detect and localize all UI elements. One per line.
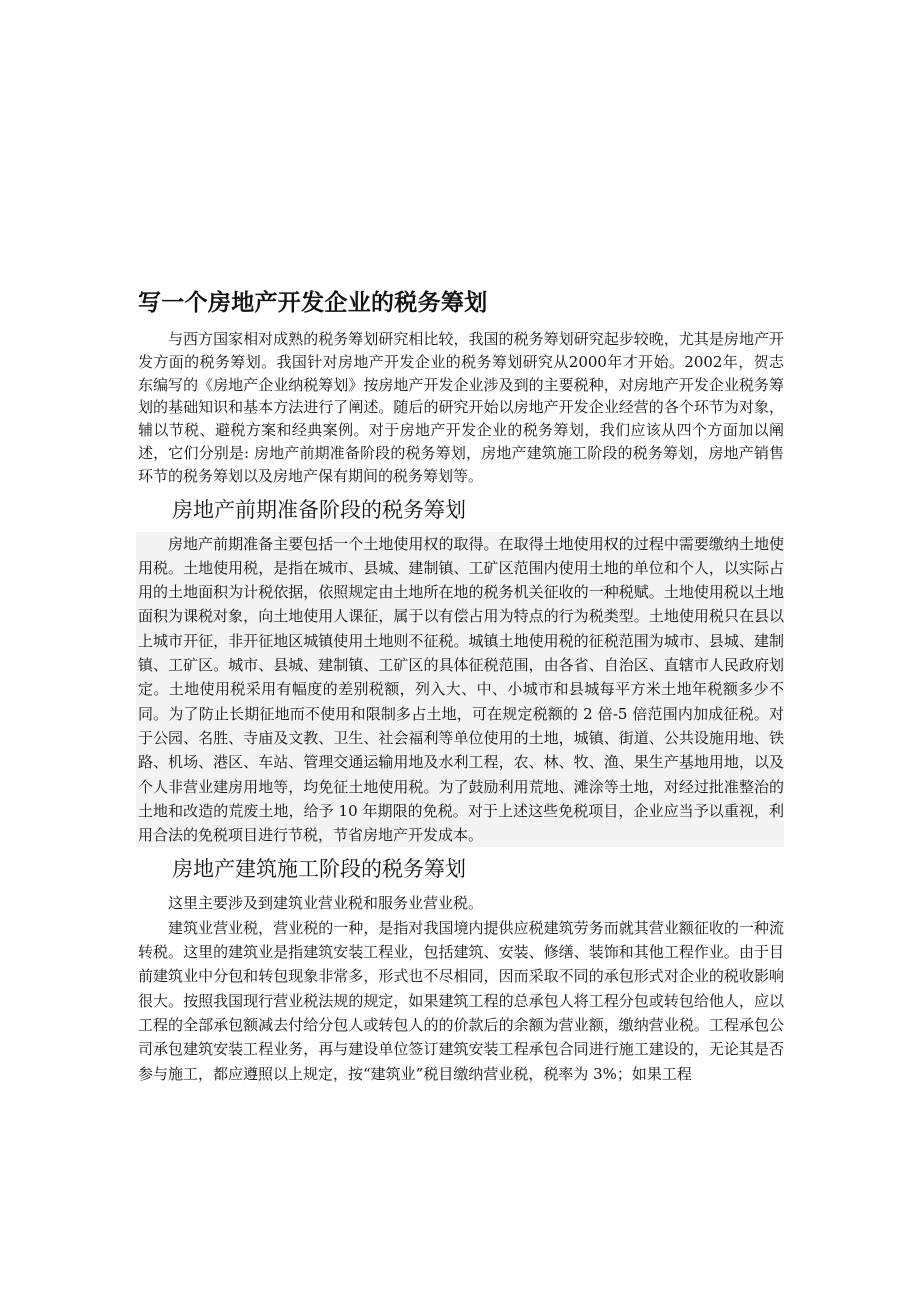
document-title: 写一个房地产开发企业的税务筹划	[138, 290, 488, 316]
section-paragraph: 房地产前期准备主要包括一个土地使用权的取得。在取得土地使用权的过程中需要缴纳土地使用税。土地使用税，是指在城市、县城、建制镇、工矿区范围内使用土地的单位和个人，以实际占用的土地面积为计税依据，依照规定由土地所在地的税务机关征收的一种税赋。土地使用税以土地面积为课税对象，向土地使用人课征，属于以有偿占用为特点的行为税类型。土地使用税只在县以上城市开征，非开征地区城镇使用土地则不征税。城镇土地使用税的征税范围为城市、县城、建制镇、工矿区。城市、县城、建制镇、工矿区的具体征税范围，由各省、自治区、直辖市人民政府划定。土地使用税采用有幅度的差别税额，列入大、中、小城市和县城每平方米土地年税额多少不同。为了防止长期征地而不使用和限制多占土地，可在规定税额的 2 倍-5 倍范围内加成征税。对于公园、名胜、寺庙及文教、卫生、社会福利等单位使用的土地，城镇、街道、公共设施用地、铁路、机场、港区、车站、管理交通运输用地及水利工程，农、林、牧、渔、果生产基地用地，以及个人非营业建房用地等，均免征土地使用税。为了鼓励利用荒地、滩涂等土地，对经过批准整治的土地和改造的荒废土地，给予 10 年期限的免税。对于上述这些免税项目，企业应当予以重视，利用合法的免税项目进行节税，节省房地产开发成本。	[138, 534, 784, 845]
document-page	[138, 286, 784, 1086]
section-body-construction	[138, 891, 784, 1085]
section-heading-preparation: 房地产前期准备阶段的税务筹划	[172, 497, 466, 522]
intro-paragraph: 与西方国家相对成熟的税务筹划研究相比较，我国的税务筹划研究起步较晚，尤其是房地产开发方面的税务筹划。我国针对房地产开发企业的税务筹划研究从2000年才开始。2002年，贺志东编写的《房地产企业纳税筹划》按房地产开发企业涉及到的主要税种，对房地产开发企业税务筹划的基础知识和基本方法进行了阐述。随后的研究开始以房地产开发企业经营的各个环节为对象，辅以节税、避税方案和经典案例。对于房地产开发企业的税务筹划，我们应该从四个方面加以阐述，它们分别是: 房地产前期准备阶段的税务筹划，房地产建筑施工阶段的税务筹划，房地产销售环节的税务筹划以及房地产保有期间的税务筹划等。	[138, 330, 784, 485]
section-paragraph: 建筑业营业税，营业税的一种，是指对我国境内提供应税建筑劳务而就其营业额征收的一种流转税。这里的建筑业是指建筑安装工程业，包括建筑、安装、修缮、装饰和其他工程作业。由于目前建筑业中分包和转包现象非常多，形式也不尽相同，因而采取不同的承包形式对企业的税收影响很大。按照我国现行营业税法规的规定，如果建筑工程的总承包人将工程分包或转包给他人，应以工程的全部承包额减去付给分包人或转包人的的价款后的余额为营业额，缴纳营业税。工程承包公司承包建筑安装工程业务，再与建设单位签订建筑安装工程承包合同进行施工建设的，无论其是否参与施工，都应遵照以上规定，按“建筑业”税目缴纳营业税，税率为 3%；如果工程	[138, 918, 784, 1083]
section-body-preparation	[136, 532, 784, 848]
section-paragraph: 这里主要涉及到建筑业营业税和服务业营业税。	[168, 894, 484, 913]
section-heading-construction: 房地产建筑施工阶段的税务筹划	[172, 857, 466, 882]
